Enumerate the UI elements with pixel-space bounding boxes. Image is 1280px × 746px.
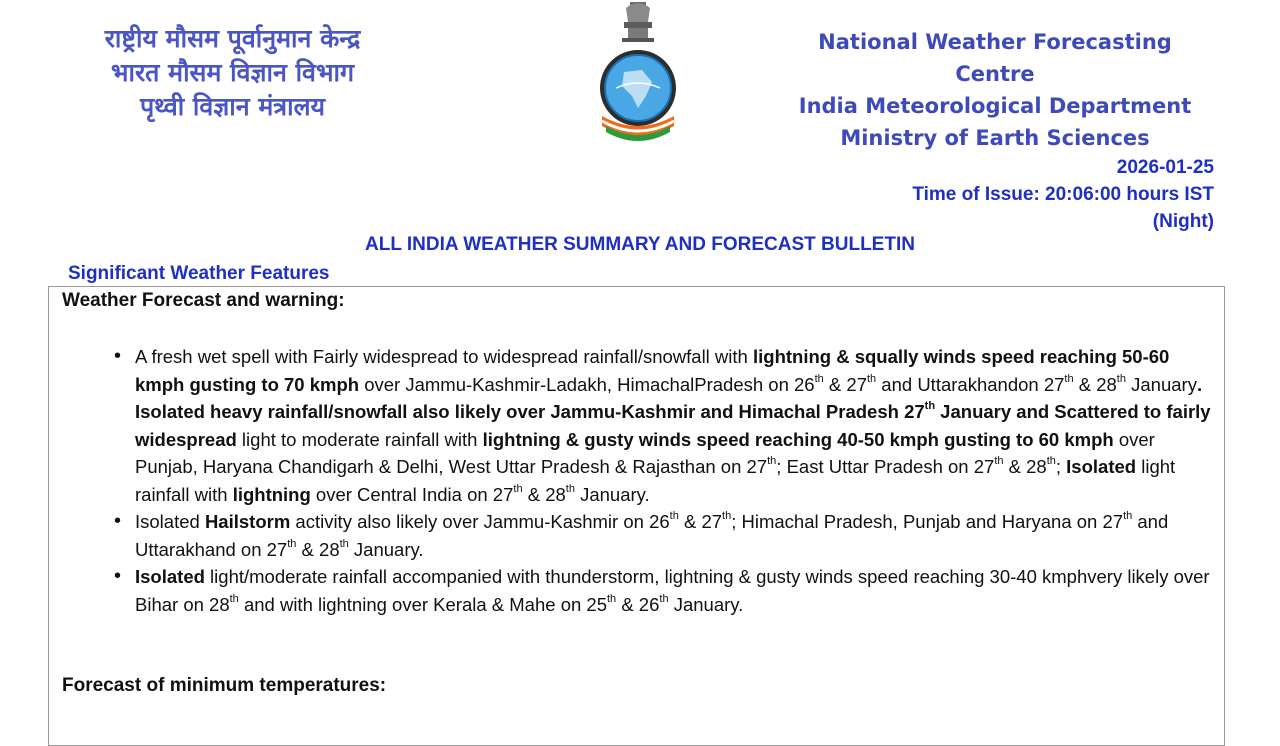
list-item: • Isolated Hailstorm activity also likely over Jammu-Kashmir on 26th & 27th; Himachal Pradesh, Punjab and Haryana on 27th and Uttarakhand on 27th & 28th January. [112, 508, 1212, 563]
issue-info [912, 154, 1214, 235]
forecast-list [112, 343, 1212, 618]
list-item: • Isolated light/moderate rainfall accompanied with thunderstorm, lightning & gusty winds speed reaching 30-40 kmphvery likely over Bihar on 28th and with lightning over Kerala & Mahe on 25th & 26th January. [112, 563, 1212, 618]
min-temp-heading: Forecast of minimum temperatures: [62, 675, 387, 696]
english-line-2: India Meteorological Department [798, 94, 1192, 118]
issue-time: Time of Issue: 20:06:00 hours IST [912, 184, 1214, 205]
section-title: Significant Weather Features [68, 263, 330, 284]
hindi-org-header [80, 22, 385, 124]
forecast-heading: Weather Forecast and warning: [62, 290, 345, 311]
imd-emblem-icon [596, 0, 680, 142]
issue-period: (Night) [1152, 211, 1214, 232]
hindi-line-3: पृथ्वी विज्ञान मंत्रालय [139, 92, 326, 121]
english-line-1: National Weather Forecasting Centre [818, 30, 1172, 86]
list-item: • A fresh wet spell with Fairly widespread to widespread rainfall/snowfall with lightning & squally winds speed reaching 50-60 kmph gusting to 70 kmph over Jammu-Kashmir-Ladakh, HimachalPradesh on 26th & 27th and Uttarakhandon 27th & 28th January. Isolated heavy rainfall/snowfall also likely over Jammu-Kashmir and Himachal Pradesh 27th January and Scattered to fairly widespread light to moderate rainfall with lightning & gusty winds speed reaching 40-50 kmph gusting to 60 kmph over Punjab, Haryana Chandigarh & Delhi, West Uttar Pradesh & Rajasthan on 27th; East Uttar Pradesh on 27th & 28th; Isolated light rainfall with lightning over Central India on 27th & 28th January. [112, 343, 1212, 508]
english-line-3: Ministry of Earth Sciences [840, 126, 1150, 150]
issue-date: 2026-01-25 [1116, 157, 1214, 178]
english-org-header [780, 26, 1210, 154]
bulletin-title: ALL INDIA WEATHER SUMMARY AND FORECAST BULLETIN [365, 234, 915, 255]
hindi-line-2: भारत मौसम विज्ञान विभाग [110, 58, 355, 87]
hindi-line-1: राष्ट्रीय मौसम पूर्वानुमान केन्द्र [104, 24, 361, 53]
